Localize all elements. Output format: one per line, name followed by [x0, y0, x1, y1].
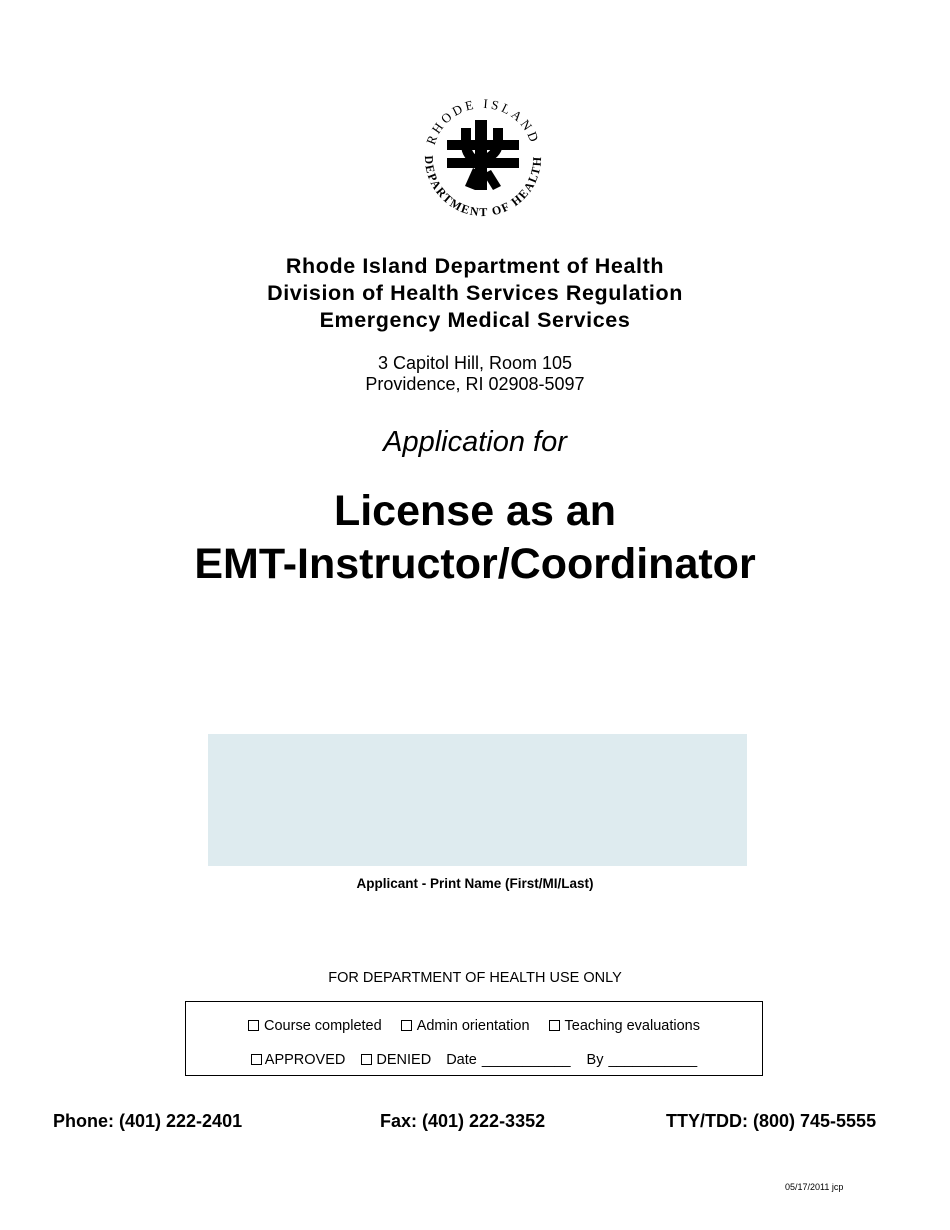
license-title — [0, 485, 950, 591]
footer-fax: Fax: (401) 222-3352 — [380, 1111, 546, 1131]
denied-label: DENIED — [376, 1052, 432, 1068]
checkbox-course-completed[interactable] — [248, 1018, 382, 1034]
checkbox-icon — [251, 1054, 262, 1065]
checkbox-label: Teaching evaluations — [564, 1018, 700, 1034]
application-for-heading: Application for — [383, 426, 567, 458]
org-line-ems: Emergency Medical Services — [319, 308, 631, 332]
organization-header — [0, 253, 950, 334]
office-decision-row — [186, 1052, 762, 1068]
address-block — [0, 353, 950, 395]
applicant-name-field[interactable] — [208, 734, 747, 866]
seal-bottom-text: DEPARTMENT OF HEALTH — [421, 155, 545, 220]
checkbox-icon — [401, 1020, 412, 1031]
checkbox-icon — [549, 1020, 560, 1031]
by-label: By — [586, 1052, 604, 1068]
office-use-label: FOR DEPARTMENT OF HEALTH USE ONLY — [328, 970, 622, 986]
applicant-name-label: Applicant - Print Name (First/MI/Last) — [356, 876, 594, 891]
checkbox-icon — [248, 1020, 259, 1031]
approved-label: APPROVED — [264, 1052, 346, 1068]
department-seal-logo — [413, 88, 553, 228]
org-line-department: Rhode Island Department of Health — [285, 254, 665, 278]
checkbox-label: Admin orientation — [416, 1018, 530, 1034]
license-title-line1: License as an — [333, 487, 617, 535]
office-use-box — [185, 1001, 763, 1076]
checkbox-admin-orientation[interactable] — [401, 1018, 530, 1034]
checkbox-icon — [361, 1054, 372, 1065]
checkbox-label: Course completed — [264, 1018, 382, 1034]
footer-tty: TTY/TDD: (800) 745-5555 — [666, 1111, 877, 1131]
address-line-city: Providence, RI 02908-5097 — [365, 374, 585, 394]
date-field[interactable]: ___________ — [481, 1052, 571, 1068]
checkbox-approved[interactable] — [251, 1052, 346, 1068]
seal-top-text: RHODE ISLAND — [423, 95, 543, 147]
checkbox-teaching-evaluations[interactable] — [549, 1018, 700, 1034]
footer-phone: Phone: (401) 222-2401 — [53, 1111, 243, 1131]
by-field[interactable]: ___________ — [608, 1052, 698, 1068]
office-checklist-row — [186, 1018, 762, 1034]
license-title-line2: EMT-Instructor/Coordinator — [194, 540, 756, 588]
revision-code: 05/17/2011 jcp — [785, 1182, 844, 1192]
checkbox-denied[interactable] — [361, 1052, 431, 1068]
org-line-division: Division of Health Services Regulation — [267, 281, 683, 305]
date-label: Date — [446, 1052, 477, 1068]
address-line-street: 3 Capitol Hill, Room 105 — [377, 353, 573, 373]
